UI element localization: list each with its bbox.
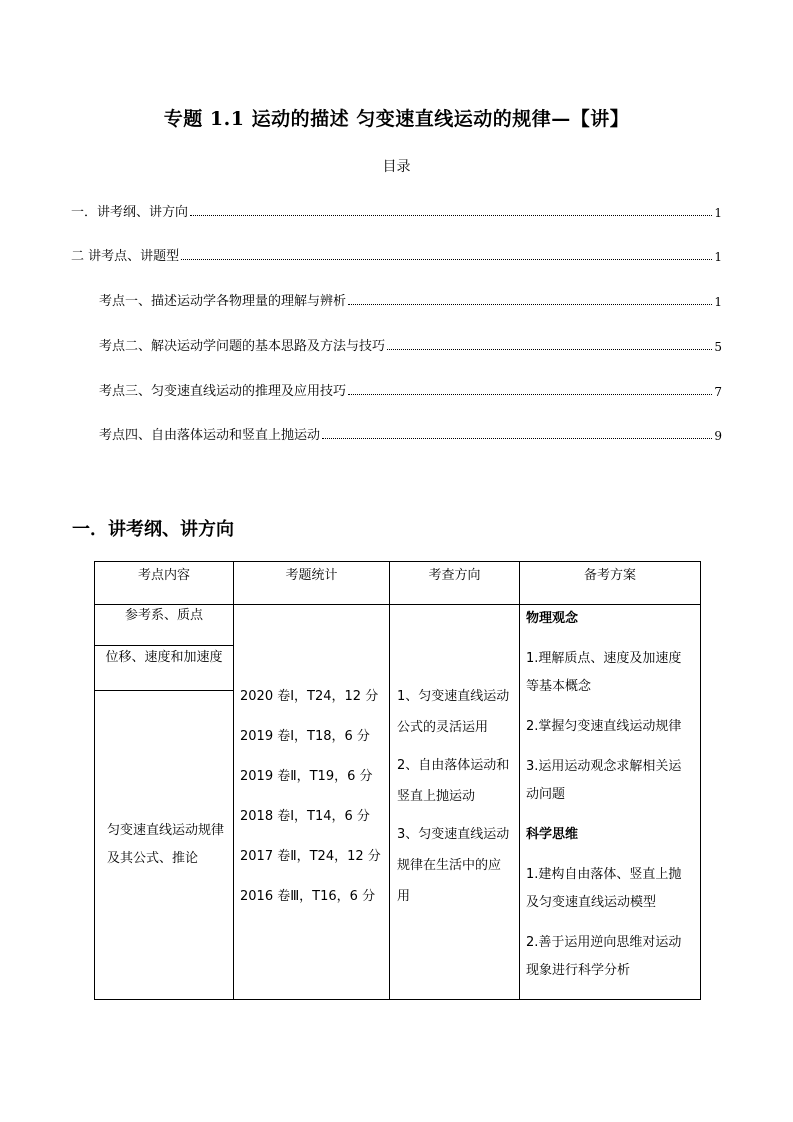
- toc-entry-label: 考点三、匀变速直线运动的推理及应用技巧: [99, 384, 347, 399]
- stat-item: 2018 卷Ⅰ，T14，6 分: [240, 809, 370, 824]
- table-row: [95, 605, 701, 646]
- stat-item: 2016 卷Ⅲ，T16，6 分: [240, 889, 376, 904]
- stat-item: 2019 卷Ⅰ，T18，6 分: [240, 729, 370, 744]
- table-header-row: [95, 562, 701, 605]
- document-title: 专题 1.1 运动的描述 匀变速直线运动的规律—【讲】: [163, 108, 630, 130]
- toc-entry-label: 二 讲考点、讲题型: [71, 249, 180, 264]
- toc-entry-page: 1: [714, 295, 722, 309]
- toc-leader: [387, 349, 712, 350]
- plan-item: 2.掌握匀变速直线运动规律: [526, 719, 682, 734]
- toc-leader: [348, 394, 712, 395]
- stat-item: 2020 卷Ⅰ，T24，12 分: [240, 689, 379, 704]
- column-header: 备考方案: [520, 562, 701, 605]
- plan-cell: [520, 605, 701, 1000]
- topic-text: 匀变速直线运动规律及其公式、推论: [107, 823, 225, 866]
- toc-entry[interactable]: [71, 200, 722, 220]
- toc-leader: [322, 438, 712, 439]
- toc-leader: [348, 304, 712, 305]
- toc-leader: [181, 259, 712, 260]
- toc-entry-label: 考点二、解决运动学问题的基本思路及方法与技巧: [99, 339, 386, 354]
- toc-entry-page: 1: [714, 250, 722, 264]
- direction-cell: [390, 605, 520, 1000]
- toc-entry[interactable]: [99, 379, 722, 399]
- topic-text: 参考系、质点: [124, 608, 203, 623]
- toc-heading: 目录: [382, 159, 411, 175]
- direction-list: [390, 605, 519, 912]
- plan-content: [520, 605, 700, 985]
- toc-entry[interactable]: [99, 423, 722, 443]
- toc-leader: [190, 215, 712, 216]
- toc-entry-label: 一．讲考纲、讲方向: [71, 205, 189, 220]
- plan-item: 3.运用运动观念求解相关运动问题: [526, 759, 682, 802]
- toc-entry[interactable]: [99, 289, 722, 309]
- column-header: 考点内容: [95, 562, 234, 605]
- direction-item: 1、匀变速直线运动公式的灵活运用: [397, 689, 510, 735]
- toc-entry-page: 9: [714, 429, 722, 443]
- topic-cell: [95, 646, 234, 691]
- plan-item: 1.理解质点、速度及加速度等基本概念: [526, 651, 682, 694]
- toc-entry-label: 考点一、描述运动学各物理量的理解与辨析: [99, 294, 347, 309]
- column-header: 考查方向: [390, 562, 520, 605]
- toc-entry[interactable]: [71, 244, 722, 264]
- exam-outline-table: [94, 561, 701, 1000]
- stats-cell: [234, 605, 390, 1000]
- toc-entry-label: 考点四、自由落体运动和竖直上抛运动: [99, 428, 321, 443]
- plan-heading: 物理观念: [526, 611, 579, 626]
- section-heading: 一．讲考纲、讲方向: [72, 519, 234, 540]
- topic-cell: [95, 691, 234, 1000]
- toc-entry-page: 5: [714, 340, 722, 354]
- plan-item: 2.善于运用逆向思维对运动现象进行科学分析: [526, 935, 682, 978]
- stat-item: 2019 卷Ⅱ，T19，6 分: [240, 769, 373, 784]
- stat-item: 2017 卷Ⅱ，T24，12 分: [240, 849, 381, 864]
- direction-item: 2、自由落体运动和竖直上抛运动: [397, 758, 510, 804]
- plan-item: 1.建构自由落体、竖直上抛及匀变速直线运动模型: [526, 867, 682, 910]
- stats-list: [234, 605, 389, 917]
- column-header: 考题统计: [234, 562, 390, 605]
- toc-entry-page: 7: [714, 385, 722, 399]
- toc-entry[interactable]: [99, 334, 722, 354]
- direction-item: 3、匀变速直线运动规律在生活中的应用: [397, 827, 510, 904]
- plan-heading: 科学思维: [526, 827, 579, 842]
- topic-text: 位移、速度和加速度: [105, 650, 223, 665]
- toc-entry-page: 1: [714, 206, 722, 220]
- topic-cell: [95, 605, 234, 646]
